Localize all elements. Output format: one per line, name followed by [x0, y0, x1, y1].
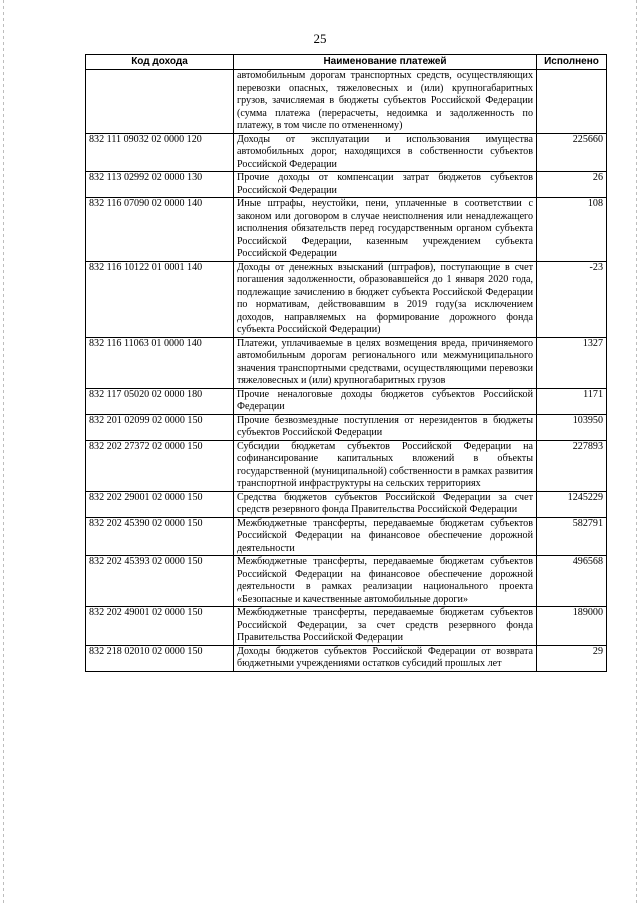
- table-row: [86, 172, 607, 198]
- table-row: [86, 607, 607, 646]
- header-code: Код дохода: [86, 55, 234, 70]
- payment-name: Прочие доходы от компенсации затрат бюджетов субъектов Российской Федерации: [234, 172, 537, 198]
- executed-amount: 1245229: [537, 491, 607, 517]
- executed-amount: 496568: [537, 556, 607, 607]
- payment-name: Межбюджетные трансферты, передаваемые бюджетам субъектов Российской Федерации на финансовое обеспечение дорожной деятельности в рамках реализации национального проекта «Безопасные и качественные автомобильные дороги»: [234, 556, 537, 607]
- income-code: 832 218 02010 02 0000 150: [86, 645, 234, 671]
- table-row: [86, 517, 607, 556]
- income-code: 832 202 27372 02 0000 150: [86, 440, 234, 491]
- income-code: 832 202 49001 02 0000 150: [86, 607, 234, 646]
- executed-amount: -23: [537, 261, 607, 337]
- payment-name: Межбюджетные трансферты, передаваемые бюджетам субъектов Российской Федерации, за счет средств резервного фонда Правительства Российской Федерации: [234, 607, 537, 646]
- income-code: 832 116 11063 01 0000 140: [86, 337, 234, 388]
- income-code: 832 116 07090 02 0000 140: [86, 198, 234, 262]
- executed-amount: 108: [537, 198, 607, 262]
- executed-amount: 26: [537, 172, 607, 198]
- executed-amount: 1171: [537, 388, 607, 414]
- income-code: 832 202 45390 02 0000 150: [86, 517, 234, 556]
- table-header-row: [86, 55, 607, 70]
- payment-name: Доходы от эксплуатации и использования имущества автомобильных дорог, находящихся в собственности субъектов Российской Федерации: [234, 133, 537, 172]
- income-code: [86, 70, 234, 134]
- executed-amount: [537, 70, 607, 134]
- income-code: 832 117 05020 02 0000 180: [86, 388, 234, 414]
- payment-name: Иные штрафы, неустойки, пени, уплаченные в соответствии с законом или договором в случае неисполнения или ненадлежащего исполнения обязательств перед государственным органом субъекта Российской Федерации, казенным учреждением субъекта Российской Федерации: [234, 198, 537, 262]
- payment-name: Прочие неналоговые доходы бюджетов субъектов Российской Федерации: [234, 388, 537, 414]
- table-row: [86, 133, 607, 172]
- executed-amount: 227893: [537, 440, 607, 491]
- table-row: [86, 198, 607, 262]
- table-row: [86, 388, 607, 414]
- executed-amount: 103950: [537, 414, 607, 440]
- payment-name: Средства бюджетов субъектов Российской Федерации за счет средств резервного фонда Правительства Российской Федерации: [234, 491, 537, 517]
- executed-amount: 225660: [537, 133, 607, 172]
- payment-name: автомобильным дорогам транспортных средств, осуществляющих перевозки опасных, тяжеловесных и (или) крупногабаритных грузов, зачисляемая в бюджеты субъектов Российской Федерации (сумма платежа (перерасчеты, недоимка и задолженность по платежу, в том числе по отмененному): [234, 70, 537, 134]
- scan-edge-right: [636, 0, 637, 905]
- income-code: 832 113 02992 02 0000 130: [86, 172, 234, 198]
- table-row: [86, 440, 607, 491]
- revenue-table: [85, 54, 607, 672]
- payment-name: Доходы бюджетов субъектов Российской Федерации от возврата бюджетными учреждениями остатков субсидий прошлых лет: [234, 645, 537, 671]
- header-name: Наименование платежей: [234, 55, 537, 70]
- income-code: 832 202 29001 02 0000 150: [86, 491, 234, 517]
- table-row: [86, 261, 607, 337]
- payment-name: Субсидии бюджетам субъектов Российской Федерации на софинансирование капитальных вложений в объекты государственной (муниципальной) собственности в рамках развития транспортной инфраструктуры на сельских территориях: [234, 440, 537, 491]
- income-code: 832 111 09032 02 0000 120: [86, 133, 234, 172]
- table-row: [86, 491, 607, 517]
- table-row: [86, 337, 607, 388]
- payment-name: Межбюджетные трансферты, передаваемые бюджетам субъектов Российской Федерации на финансовое обеспечение дорожной деятельности: [234, 517, 537, 556]
- income-code: 832 202 45393 02 0000 150: [86, 556, 234, 607]
- income-code: 832 201 02099 02 0000 150: [86, 414, 234, 440]
- table-row: [86, 414, 607, 440]
- table-row: [86, 556, 607, 607]
- payment-name: Платежи, уплачиваемые в целях возмещения вреда, причиняемого автомобильным дорогам регионального или межмуниципального значения транспортными средствами, осуществляющими перевозки тяжеловесных и (или) крупногабаритных грузов: [234, 337, 537, 388]
- executed-amount: 29: [537, 645, 607, 671]
- page-number: 25: [313, 31, 327, 46]
- income-code: 832 116 10122 01 0001 140: [86, 261, 234, 337]
- table-row: [86, 645, 607, 671]
- executed-amount: 582791: [537, 517, 607, 556]
- executed-amount: 189000: [537, 607, 607, 646]
- header-value: Исполнено: [537, 55, 607, 70]
- payment-name: Доходы от денежных взысканий (штрафов), поступающие в счет погашения задолженности, образовавшейся до 1 января 2020 года, подлежащие зачислению в бюджет субъекта Российской Федерации по нормативам, действовавшим в 2019 году(за исключением доходов, направляемых на формирование дорожного фонда субъекта Российской Федерации): [234, 261, 537, 337]
- scan-edge-left: [3, 0, 4, 905]
- payment-name: Прочие безвозмездные поступления от нерезидентов в бюджеты субъектов Российской Федерации: [234, 414, 537, 440]
- executed-amount: 1327: [537, 337, 607, 388]
- table-row: [86, 70, 607, 134]
